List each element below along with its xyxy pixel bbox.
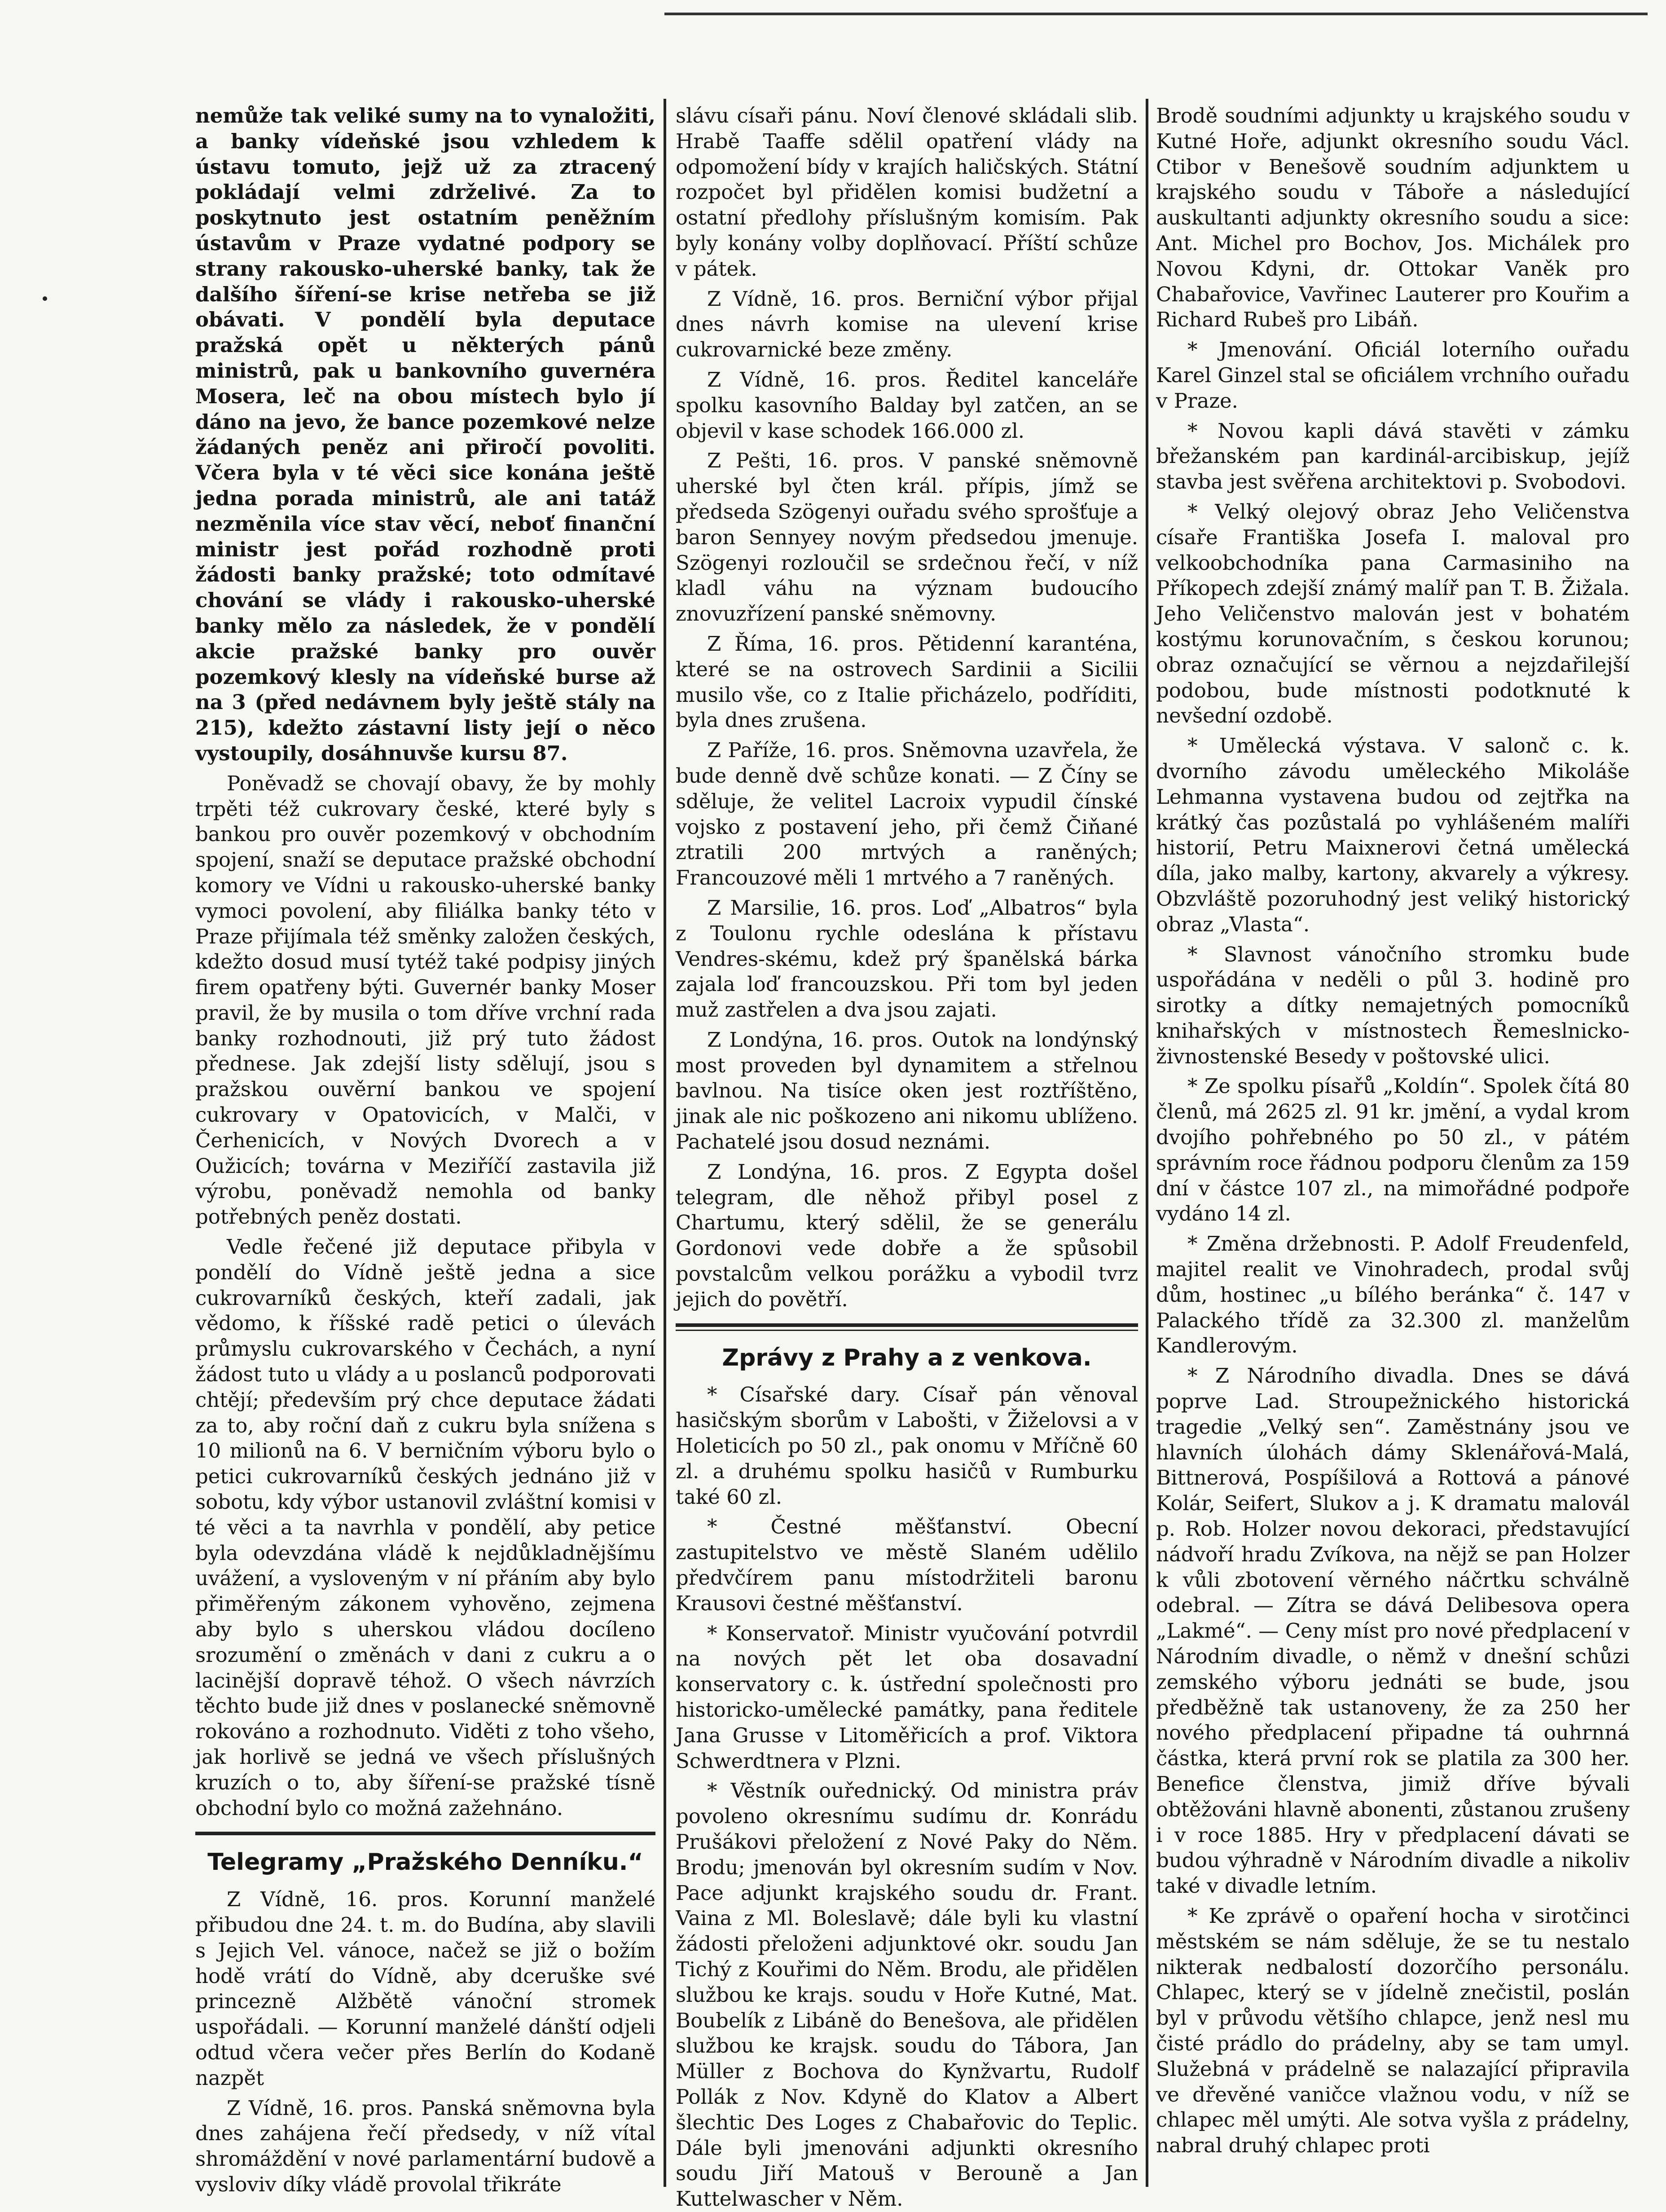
news-item: * Čestné měšťanství. Obecní zastupitelstvo ve městě Slaném udělilo předvčírem panu místodržiteli baronu Krausovi čestné měšťanství. [676, 1515, 1138, 1615]
section-heading-news: Zprávy z Prahy a z venkova. [722, 1344, 1092, 1371]
news-item: * Věstník ouřednický. Od ministra práv povoleno okresnímu sudímu dr. Konrádu Prušákovi přeložení z Nové Paky do Něm. Brodu; jmenován byl okresním sudím v Nov. Pace adjunkt krajského soudu dr. Frant. Vaina z Ml. Boleslavě; dále byli ku vlastní žádosti přeloženi adjunktové okr. soudu Jan Tichý z Kouřimi do Něm. Brodu, ale přidělen službou ke krajs. soudu v Hoře Kutné, Mat. Boubelík z Libáně do Benešova, ale přidělen službou ke krajsk. soudu do Tábora, Jan Müller z Bochova do Kynžvartu, Rudolf Pollák z Nov. Kdyně do Klatov a Albert šlechtic Des Loges z Chabařovic do Teplic. Dále byli jmenováni adjunkti okresního soudu Jiří Matouš v Berouně a Jan Kuttelwascher v Něm. [676, 1779, 1138, 2211]
telegram-item: Z Vídně, 16. pros. Berniční výbor přijal dnes návrh komise na ulevení krise cukrovarnické beze změny. [676, 286, 1138, 362]
news-item: * Ke zprávě o opaření hocha v sirotčinci městském se nám sděluje, že se tu nestalo nikterak nedbalostí dozorčího personálu. Chlapec, který se v jídelně znečistil, poslán byl v průvodu většího chlapce, jenž nesl mu čisté prádlo do prádelny, aby se tam umyl. Služebná v prádelně se nalazající připravila ve dřevěné vaničce vlažnou vodu, v níž se chlapec měl umýti. Ale sotva vyšla z prádelny, nabral druhý chlapec proti [1156, 1904, 1630, 2158]
section-heading-telegrams: Telegramy „Pražského Denníku.“ [207, 1849, 643, 1876]
news-item: * Konservatoř. Ministr vyučování potvrdil na nových pět let oba dosavadní konservatory c. k. ústřední společnosti pro historicko-umělecké památky, pana ředitele Jana Grusse v Litoměřicích a prof. Viktora Schwerdtnera v Plzni. [676, 1621, 1138, 1773]
news-item: * Z Národního divadla. Dnes se dává poprve Lad. Stroupežnického historická tragedie „Velký sen“. Zaměstnány jsou ve hlavních úlohách dámy Sklenářová-Malá, Bittnerová, Pospíšilová a Rottová a pánové Kolár, Seifert, Slukov a j. K dramatu malovál p. Rob. Holzer novou dekoraci, představující nádvoří hradu Zvíkova, na nějž se pan Holzer k vůli zbotovení věrného náčrtku schválně odebral. — Zítra se dává Delibesova opera „Lakmé“. — Ceny míst pro nové předplacení v Národním divadle, o němž v dnešní schůzi zemského výboru jednáti se bude, jsou předběžně tak ustanoveny, že za 250 her nového předplacení připadne tá ouhrnná částka, která první rok se platila za 300 her. Benefice členstva, jimiž dříve bývali obtěžováni hlavně abonenti, zůstanou zrušeny i v roce 1885. Hry v předplacení dávati se budou výhradně v Národním divadle a nikoliv také v divadle letním. [1156, 1364, 1630, 1898]
telegram-item: Z Pešti, 16. pros. V panské sněmovně uherské byl čten král. přípis, jímž se předseda Szögenyi ouřadu svého sprošťuje a baron Sennyey novým předsedou jmenuje. Szögenyi rozloučil se srdečnou řečí, v níž kladl váhu na význam budoucího znovuzřízení panské sněmovny. [676, 449, 1138, 626]
column-2 [676, 103, 1138, 2211]
column-divider [664, 99, 666, 2187]
telegram-item: slávu císaři pánu. Noví členové skládali slib. Hrabě Taaffe sdělil opatření vlády na odpomožení bídy v krajích haličských. Státní rozpočet byl přidělen komisi budžetní a ostatní předlohy příslušným komisím. Pak byly konány volby doplňovací. Příští schůze v pátek. [676, 104, 1138, 281]
telegram-item: Z Paříže, 16. pros. Sněmovna uzavřela, že bude denně dvě schůze konati. — Z Číny se sděluje, že velitel Lacroix vypudil čínské vojsko z postavení jeho, při čemž Čiňané ztratili 200 mrtvých a raněných; Francouzové měli 1 mrtvého a 7 raněných. [676, 738, 1138, 890]
news-item: * Ze spolku písařů „Koldín“. Spolek čítá 80 členů, má 2625 zl. 91 kr. jmění, a vydal krom dvojího pohřebného po 50 zl., v pátém správním roce řádnou podporu členům za 159 dní v částce 107 zl., na mimořádné podpoře vydáno 14 zl. [1156, 1074, 1630, 1226]
news-item: * Změna držebnosti. P. Adolf Freudenfeld, majitel realit ve Vinohradech, prodal svůj dům, hostinec „u bílého beránka“ č. 147 v Palackého třídě za 32.300 zl. manželům Kandlerovým. [1156, 1232, 1630, 1358]
column-divider [1146, 99, 1148, 2187]
news-item: * Umělecká výstava. V salonč c. k. dvorního závodu uměleckého Mikoláše Lehmanna vystavena budou od zejtřka na krátký čas pozůstalá po vyhlášeném malíři historií, Petru Maixnerovi četná umělecká díla, jako malby, kartony, akvarely a výkresy. Obzvláště pozoruhodný jest veliký historický obraz „Vlasta“. [1156, 734, 1630, 936]
news-item: * Slavnost vánočního stromku bude uspořádána v neděli o půl 3. hodině pro sirotky a dítky nemajetných pomocníků knihařských v místnostech Řemeslnicko-živnostenské Besedy v poštovské ulici. [1156, 942, 1630, 1068]
article-paragraph: Vedle řečené již deputace přibyla v pondělí do Vídně ještě jedna a sice cukrovarníků českých, kteří zadali, jak vědomo, k říšské radě petici o úlevách průmyslu cukrovarského v Čechách, a nyní žádost tuto u vlády a u poslanců podporovati chtějí; především prý chce deputace žádati za to, aby roční daň z cukru byla snížena s 10 milionů na 6. V berničním výboru bylo o petici cukrovarníků českých jednáno již v sobotu, kdy výbor ustanovil zvláštní komisi v té věci a ta navrhla v pondělí, aby petice byla odevzdána vládě k nejdůkladnějšímu uvážení, a vysloveným v ní přáním aby bylo přiměřeným zákonem vyhověno, zejmena aby bylo s uherskou vládou docíleno srozumění o změnách v dani z cukru a o lacinější dopravě téhož. O všech návrzích těchto bude již dnes v poslanecké sněmovně rokováno a rozhodnuto. Viděti z toho všeho, jak horlivě se jedná ve všech příslušných kruzích o to, aby šíření-se pražské tísně obchodní bylo co možná zažehnáno. [195, 1235, 655, 1820]
article-paragraph: Poněvadž se chovají obavy, že by mohly trpěti též cukrovary české, které byly s bankou pro ouvěr pozemkový v obchodním spojení, snaží se deputace pražské obchodní komory ve Vídni u rakousko-uherské banky vymoci povolení, aby filiálka banky této v Praze přijímala též směnky založen českých, kdežto dosud musí tytéž také podpisy jiných firem opatřeny býti. Guvernér banky Moser pravil, že by musila o tom dříve vrchní rada banky rozhodnouti, již prý tuto žádost přednese. Jak zdejší listy sdělují, jsou s pražskou ouvěrní bankou ve spojení cukrovary v Opatovicích, v Malči, v Čerhenicích, v Nových Dvorech a v Oužicích; továrna v Meziříčí zastavila již výrobu, poněvadž nemohla od banky potřebných peněz dostati. [195, 771, 655, 1229]
telegram-item: Z Londýna, 16. pros. Outok na londýnský most proveden byl dynamitem a střelnou bavlnou. Na tisíce oken jest roztříštěno, jinak ale nic poškozeno ani nikomu ublíženo. Pachatelé jsou dosud neznámi. [676, 1027, 1138, 1154]
column-3 [1156, 103, 1630, 2178]
section-rule-thin [676, 1330, 1138, 1331]
news-item: * Císařské dary. Císař pán věnoval hasičským sborům v Labošti, v Žiželovsi a v Holeticích po 50 zl., pak onomu v Mříčně 60 zl. a druhému spolku hasičů v Rumburku také 60 zl. [676, 1383, 1138, 1509]
article-paragraph: nemůže tak veliké sumy na to vynaložiti, a banky vídeňské jsou vzhledem k ústavu tomuto, jejž už za ztracený pokládají velmi zdrželivé. Za to poskytnuto jest ostatním peněžním ústavům v Praze vydatné podpory se strany rakousko-uherské banky, tak že dalšího šíření-se krise netřeba se již obávati. V pondělí byla deputace pražská opět u některých pánů ministrů, pak u bankovního guvernéra Mosera, leč na obou místech bylo jí dáno na jevo, že bance pozemkové nelze žádaných peněz ani přiročí povoliti. Včera byla v té věci sice konána ještě jedna porada ministrů, ale ani tatáž nezměnila více stav věcí, neboť finanční ministr jest pořád rozhodně proti žádosti banky pražské; toto odmítavé chování se vlády i rakousko-uherské banky mělo za následek, že v pondělí akcie pražské banky pro ouvěr pozemkový klesly na vídeňské burse až na 3 (před nedávnem byly ještě stály na 215), kdežto zástavní listy její o něco vystoupily, dosáhnuvše kursu 87. [195, 104, 655, 765]
telegram-item: Z Říma, 16. pros. Pětidenní karanténa, které se na ostrovech Sardinii a Sicilii musilo vše, co z Italie přicházelo, podříditi, byla dnes zrušena. [676, 631, 1138, 732]
news-item: Brodě soudními adjunkty u krajského soudu v Kutné Hoře, adjunkt okresního soudu Václ. Ctibor v Benešově soudním adjunktem u krajského soudu v Táboře a následující auskultanti adjunkty okresního soudu a sice: Ant. Michel pro Bochov, Jos. Michálek pro Novou Kdyni, dr. Ottokar Vaněk pro Chabařovice, Vavřinec Lauterer pro Kouřim a Richard Rubeš pro Libáň. [1156, 104, 1630, 332]
news-item: * Velký olejový obraz Jeho Veličenstva císaře Františka Josefa I. maloval pro velkoobchodníka pana Carmasiniho na Příkopech zdejší známý malíř pan T. B. Žižala. Jeho Veličenstvo malován jest v bohatém kostýmu korunovačním, s českou korunou; obraz označující se věrnou a nejzdařilejší podobou, bude místnosti podotknuté k nevšední ozdobě. [1156, 499, 1630, 728]
telegram-item: Z Vídně, 16. pros. Ředitel kanceláře spolku kasovního Balday byl zatčen, an se objevil v kase schodek 166.000 zl. [676, 367, 1138, 443]
telegram-item: Z Marsilie, 16. pros. Loď „Albatros“ byla z Toulonu rychle odeslána k přístavu Vendres-skému, kdež prý španělská bárka zajala loď francouzskou. Při tom byl jeden muž zastřelen a dva jsou zajati. [676, 895, 1138, 1022]
telegram-item: Z Londýna, 16. pros. Z Egypta došel telegram, dle něhož přibyl posel z Chartumu, který sdělil, že se generálu Gordonovi vede dobře a že spůsobil povstalcům velkou porážku a vybodil tvrz jejich do povětří. [676, 1159, 1138, 1311]
telegram-item: Z Vídně, 16. pros. Panská sněmovna byla dnes zahájena řečí předsedy, v níž vítal shromáždění v nové parlamentární budově a vysloviv díky vládě provolal třikráte [195, 2096, 655, 2196]
section-rule [676, 1323, 1138, 1327]
news-item: * Novou kapli dává stavěti v zámku břežanském pan kardinál-arcibiskup, jejíž stavba jest svěřena architektovi p. Svobodovi. [1156, 419, 1630, 494]
column-1 [195, 103, 655, 2196]
section-rule [195, 1832, 655, 1835]
margin-dot [43, 296, 47, 301]
top-rule [664, 13, 1648, 15]
telegram-item: Z Vídně, 16. pros. Korunní manželé přibudou dne 24. t. m. do Budína, aby slavili s Jejich Vel. vánoce, načež se již o božím hodě vrátí do Vídně, aby dceruške své princezně Alžbětě vánoční stromek uspořádali. — Korunní manželé dánští odjeli odtud včera večer přes Berlín do Kodaně nazpět [195, 1887, 655, 2090]
news-item: * Jmenování. Oficiál loterního ouřadu Karel Ginzel stal se oficiálem vrchního ouřadu v Praze. [1156, 338, 1630, 413]
